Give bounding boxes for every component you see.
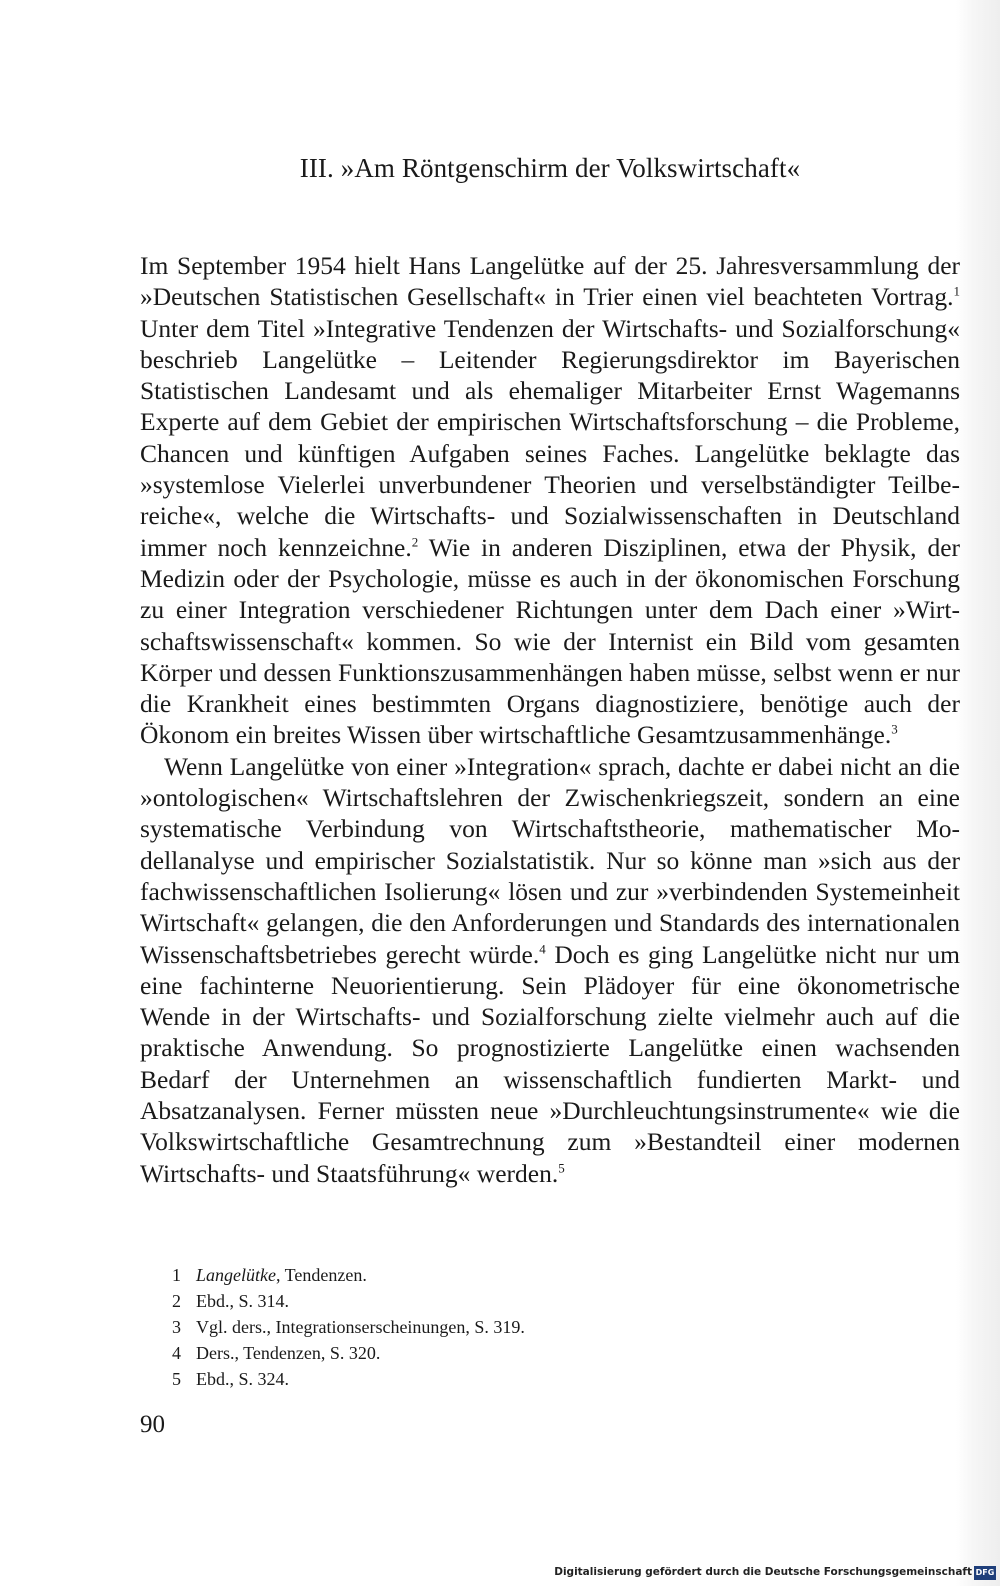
digitization-credit: Digitalisierung gefördert durch die Deutsche Forschungsgemeinschaft: [554, 1566, 972, 1578]
footnote-number: 4: [172, 1343, 181, 1363]
text-run: Im September 1954 hielt Hans Langelütke auf der 25. Jahresversammlung der »Deutschen Statistischen Gesellschaft« in Trier einen viel beachteten Vortrag.: [140, 251, 960, 312]
text-run: Unter dem Titel »Integrative Tendenzen der Wirtschafts- und Sozialforschung« beschrieb Langelütke – Leitender Regierungsdirektor im Bayerischen Statistischen Landesamt und als ehemaliger Mitarbeiter Ernst Wagemanns Experte auf dem Gebiet der empirischen Wirtschaftsforschung – die Probleme, Chancen und künftigen Aufgaben seines Faches. Langelütke beklagte das »systemlose Vielerlei unverbundener Theorien und verselbständigter Teilbereiche«, welche die Wirtschafts- und Sozialwissenschaften in Deutschland immer noch kennzeichne.: [140, 313, 960, 562]
paragraph: [140, 250, 960, 751]
text-run: Wenn Langelütke von einer »Integration« sprach, dachte er dabei nicht an die »ontologischen« Wirtschaftslehren der Zwischenkriegszeit, sondern an eine systematische Verbindung von Wirtschaftstheorie, mathematischer Modellanalyse und empirischer Sozialstatistik. Nur so könne man »sich aus der fachwissenschaftlichen Isolierung« lösen und zur »verbindenden Systemeinheit Wirtschaft« gelangen, die den Anforderungen und Standards des internationalen Wissenschaftsbetriebes gerecht würde.: [140, 751, 960, 969]
footnote-item: [172, 1288, 872, 1314]
footnote-number: 5: [172, 1369, 181, 1389]
footnote-text: , Tendenzen.: [275, 1265, 367, 1285]
footnote-reference: 1: [953, 283, 960, 299]
footnote-item: [172, 1314, 872, 1340]
footnote-text: Ders., Tendenzen, S. 320.: [196, 1343, 381, 1363]
footnotes: [172, 1262, 872, 1392]
footnote-text: Ebd., S. 314.: [196, 1291, 290, 1311]
body-text: [140, 250, 960, 1189]
footnote-author: Langelütke: [196, 1265, 276, 1285]
footnote-reference: 2: [411, 534, 419, 550]
page-number: 90: [140, 1411, 165, 1438]
chapter-heading: III. »Am Röntgenschirm der Volkswirtschaft«: [299, 153, 801, 183]
footnote-item: [172, 1340, 872, 1366]
text-run: Doch es ging Langelütke nicht nur um eine fachinterne Neuorientierung. Sein Plädoyer für eine ökonometrische Wende in der Wirtschafts- und Sozialforschung zielte vielmehr auch auf die praktische Anwendung. So prognostizierte Langelütke einen wachsenden Bedarf der Unternehmen an wissenschaftlich fundierten Markt- und Absatzanalysen. Ferner müssten neue »Durchleuchtungsinstrumente« wie die Volkswirtschaftliche Gesamtrechnung zum »Bestandteil einer modernen Wirtschafts- und Staatsführung« werden.: [140, 939, 961, 1188]
footnote-reference: 5: [558, 1160, 565, 1176]
footnote-item: [172, 1262, 872, 1288]
footnote-reference: 4: [539, 941, 546, 957]
footnote-number: 2: [172, 1291, 181, 1311]
footnote-number: 1: [172, 1265, 181, 1285]
dfg-logo: DFG: [974, 1566, 996, 1580]
paragraph: [140, 751, 960, 1189]
footnote-item: [172, 1366, 872, 1392]
text-run: Wie in anderen Disziplinen, etwa der Physik, der Medizin oder der Psychologie, müsse es auch in der ökonomischen Forschung zu einer Integration verschiedener Richtungen unter dem Dach einer »Wirtschaftswissenschaft« kommen. So wie der Internist ein Bild vom gesamten Körper und dessen Funktionszusammenhängen haben müsse, selbst wenn er nur die Krankheit eines bestimmten Organs diagnostiziere, benötige auch der Ökonom ein breites Wissen über wirtschaftliche Gesamtzusammenhänge.: [140, 532, 961, 750]
scan-edge-shadow: [953, 0, 1000, 1586]
footnote-text: Ebd., S. 324.: [196, 1369, 290, 1389]
footnote-reference: 3: [891, 721, 898, 737]
footnote-text: Vgl. ders., Integrationserscheinungen, S. 319.: [196, 1317, 525, 1337]
footnote-number: 3: [172, 1317, 181, 1337]
